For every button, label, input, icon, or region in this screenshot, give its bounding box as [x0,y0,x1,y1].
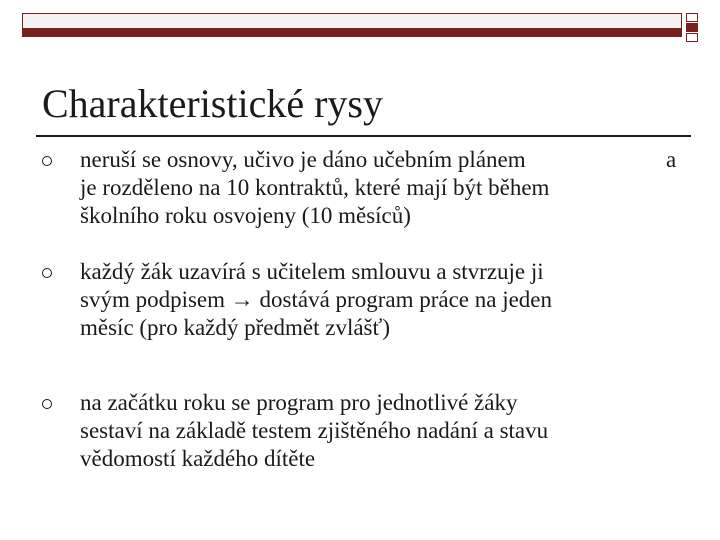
bullet-text [80,258,655,342]
bullet-text [80,389,655,473]
hollow-circle-bullet-icon [42,268,52,278]
slide-title: Charakteristické rysy [42,81,383,126]
bullet-line: vědomostí každého dítěte [80,446,316,471]
bullet-line: neruší se osnovy, učivo je dáno učebním plánem [80,147,526,172]
hollow-circle-bullet-icon [42,399,52,409]
hollow-circle-bullet-icon [42,156,52,166]
bullet-line: každý žák uzavírá s učitelem smlouvu a stvrzuje ji [80,259,544,284]
bullet-line: na začátku roku se program pro jednotlivé žáky [80,390,518,415]
bullet-line: sestaví na základě testem zjištěného nadání a stavu [80,418,549,443]
bullet-line: měsíc (pro každý předmět zvlášť) [80,315,390,340]
bullet-line-tail: a [666,147,677,172]
bullet-line: je rozděleno na 10 kontraktů, které mají být během [80,175,550,200]
bullet-text [80,146,655,230]
bullet-line: svým podpisem → dostává program práce na jeden [80,287,553,312]
bullet-line: školního roku osvojeny (10 měsíců) [80,203,411,228]
